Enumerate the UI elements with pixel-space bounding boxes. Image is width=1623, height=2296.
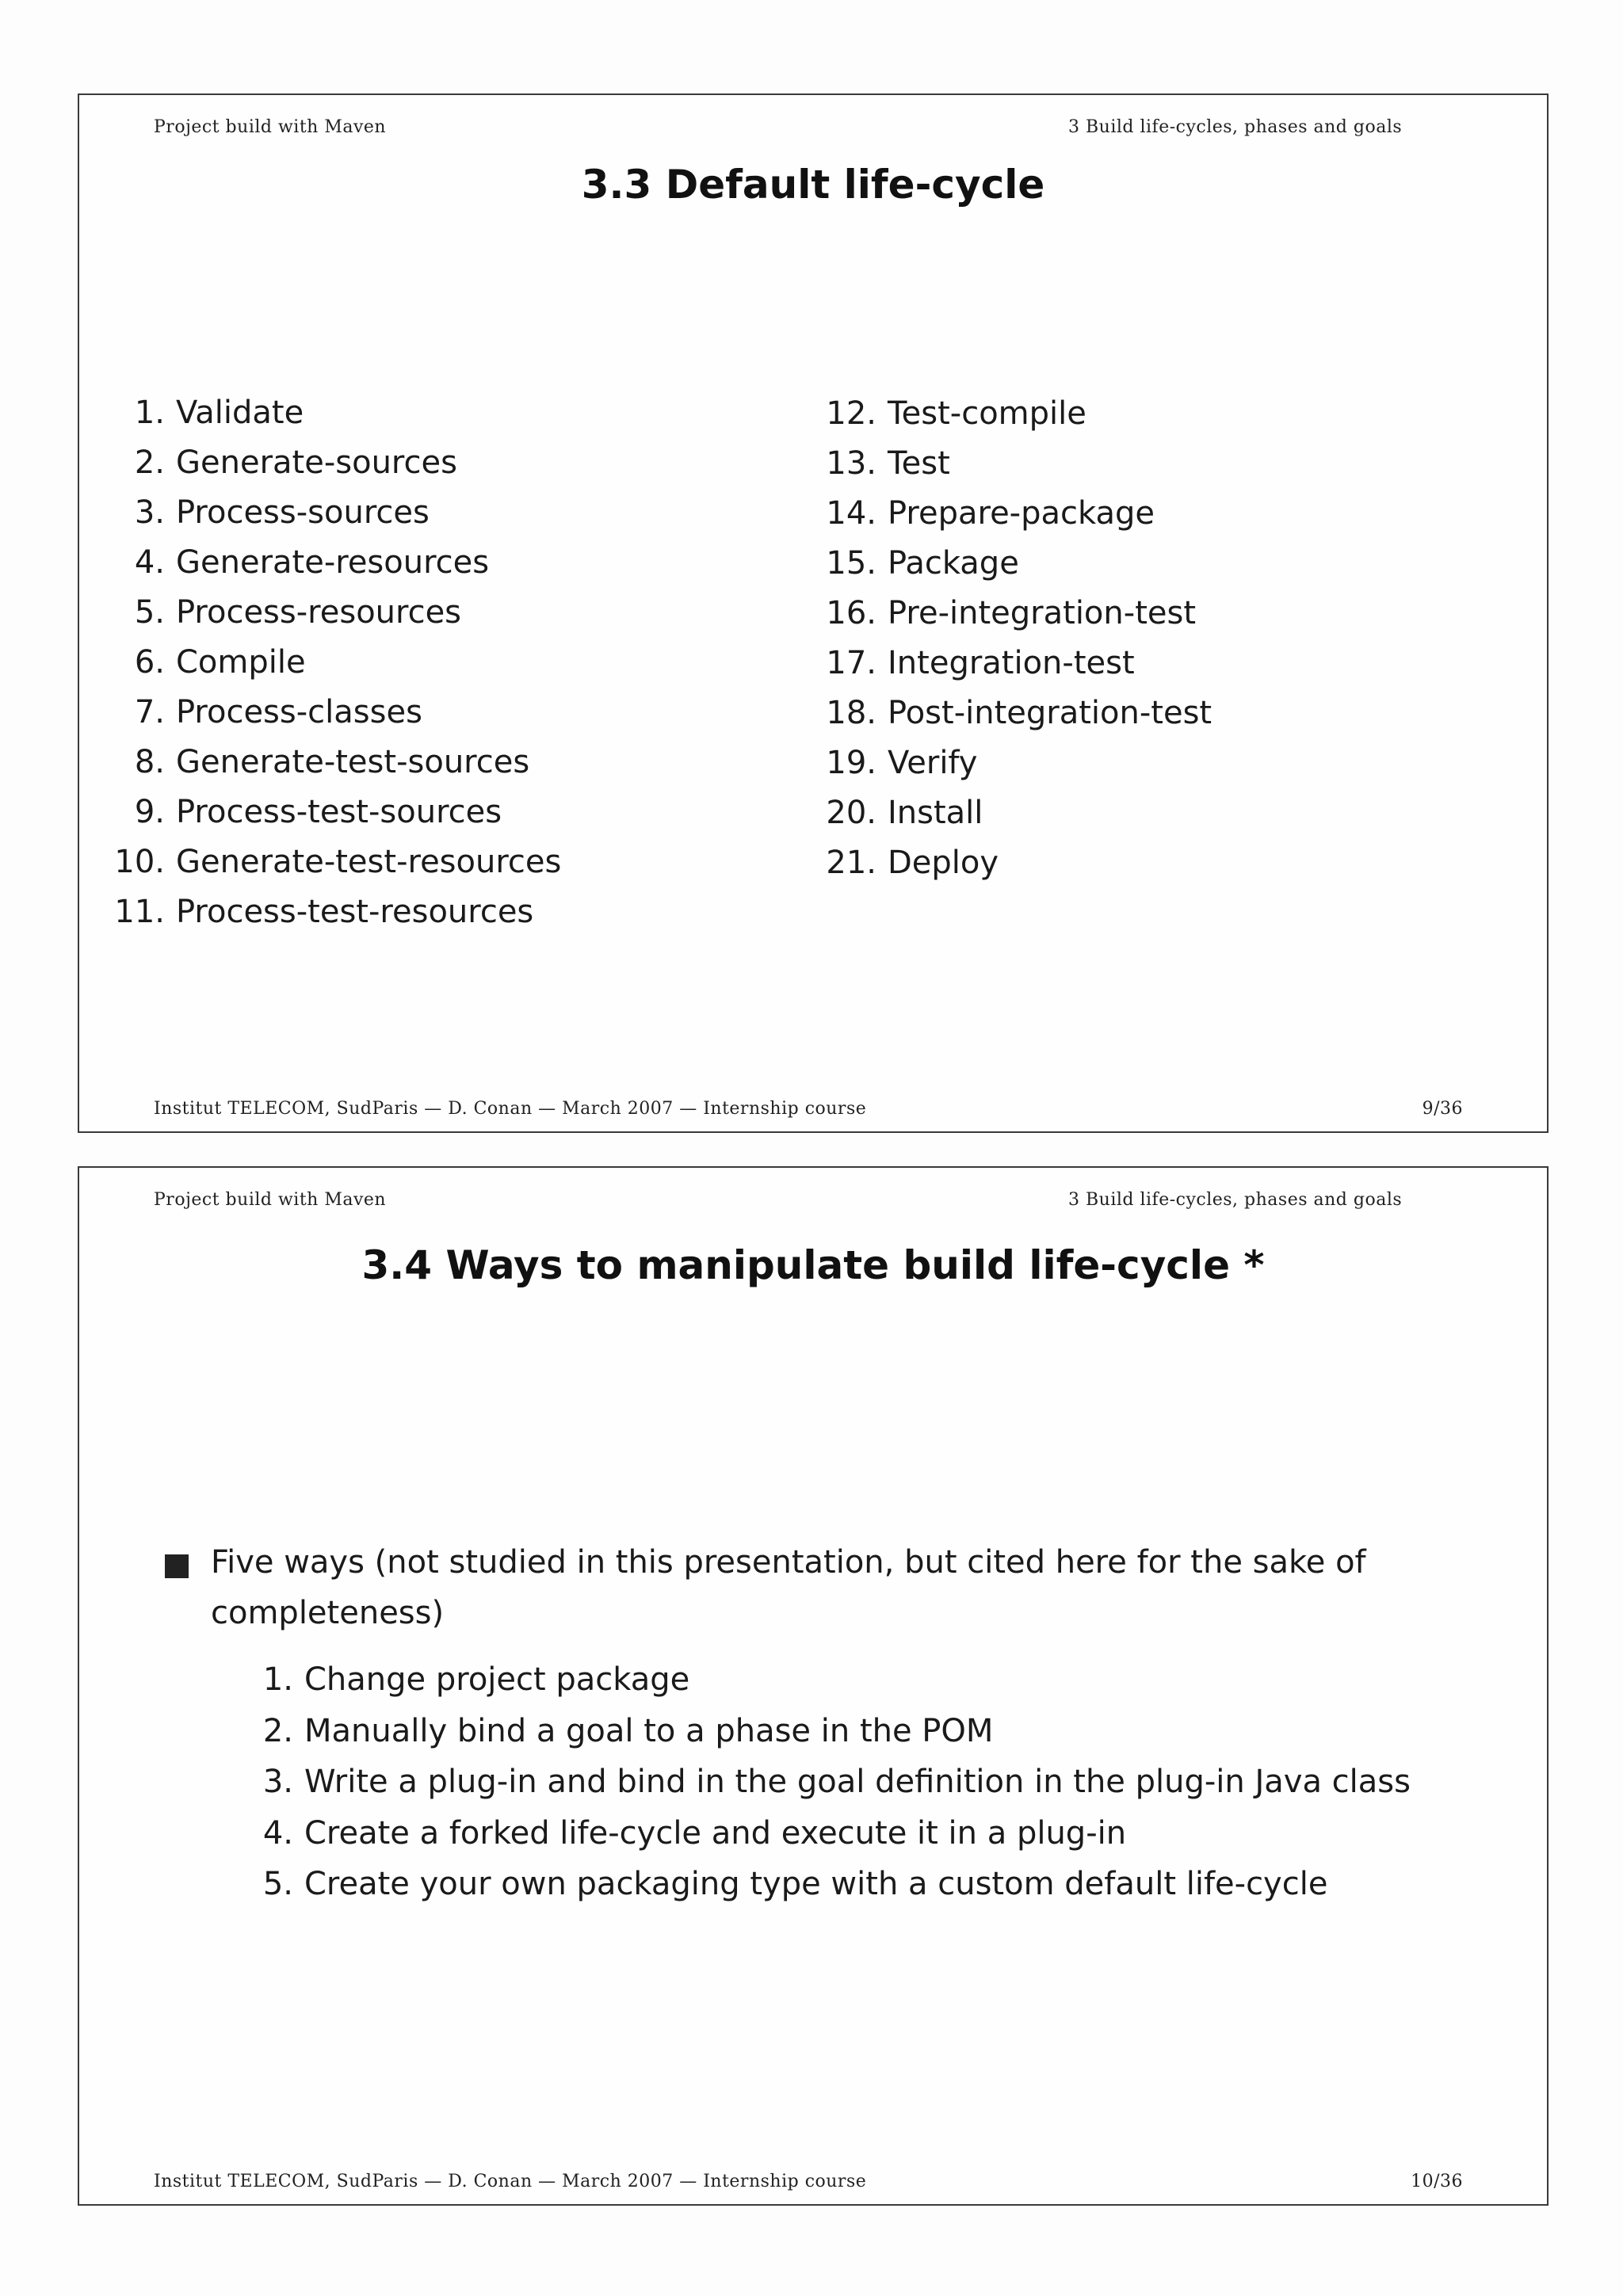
slide-page-number: 9/36: [1422, 1099, 1463, 1119]
list-item-text: Install: [888, 795, 983, 831]
square-bullet-icon: [165, 1554, 189, 1578]
list-item-number: 2.: [134, 444, 165, 481]
list-item-number: 17.: [826, 645, 876, 681]
slide-footer-left: Institut TELECOM, SudParis — D. Conan — March 2007 — Internship course: [154, 1099, 867, 1119]
slide-header-left: Project build with Maven: [154, 117, 387, 137]
list-item-number: 10.: [114, 844, 165, 880]
list-item-text: Create your own packaging type with a custom default life-cycle: [304, 1866, 1328, 1902]
list-item-text: Test: [888, 445, 950, 482]
list-item: [108, 388, 561, 438]
list-item: [108, 887, 561, 937]
list-item-text: Generate-sources: [176, 444, 457, 481]
list-item-number: 3.: [134, 494, 165, 531]
list-item-number: 5.: [134, 594, 165, 631]
list-item: [254, 1654, 1411, 1706]
list-item-text: Process-classes: [176, 694, 422, 730]
list-item-text: Generate-test-resources: [176, 844, 562, 880]
lifecycle-phase-list-right: [824, 388, 1212, 887]
list-item-number: 21.: [826, 845, 876, 881]
lifecycle-phase-list-left: [108, 388, 561, 937]
list-item: [824, 738, 1212, 788]
ways-list: [254, 1654, 1411, 1910]
list-item: [108, 488, 561, 538]
list-item-number: 11.: [114, 894, 165, 930]
list-item: [108, 788, 561, 837]
list-item-text: Post-integration-test: [888, 695, 1212, 731]
list-item: [824, 837, 1212, 887]
bullet-point: [165, 1537, 1472, 1638]
list-item-number: 4.: [262, 1814, 293, 1852]
slide-title: 3.3 Default life-cycle: [581, 162, 1045, 208]
list-item: [824, 588, 1212, 638]
slide-manipulate-lifecycle: [78, 1166, 1549, 2206]
list-item-number: 8.: [134, 744, 165, 780]
list-item-text: Pre-integration-test: [888, 595, 1197, 631]
list-item: [824, 788, 1212, 837]
list-item-text: Test-compile: [888, 395, 1086, 432]
list-item-text: Prepare-package: [888, 495, 1155, 532]
slide-title: 3.4 Ways to manipulate build life-cycle *: [361, 1242, 1265, 1288]
list-item-number: 3.: [262, 1764, 293, 1800]
list-item-number: 15.: [826, 545, 876, 582]
slide-footer-left: Institut TELECOM, SudParis — D. Conan — March 2007 — Internship course: [154, 2172, 867, 2191]
list-item-number: 18.: [826, 695, 876, 731]
slide-header-right: 3 Build life-cycles, phases and goals: [1068, 1190, 1403, 1210]
list-item-text: Process-sources: [176, 494, 430, 531]
list-item-number: 16.: [826, 595, 876, 631]
slide-header-right: 3 Build life-cycles, phases and goals: [1068, 117, 1403, 137]
list-item-text: Deploy: [888, 845, 999, 881]
list-item: [108, 638, 561, 688]
list-item: [824, 688, 1212, 738]
list-item: [824, 638, 1212, 688]
list-item: [254, 1706, 1411, 1757]
list-item-number: 5.: [262, 1866, 293, 1902]
list-item-number: 9.: [134, 794, 165, 830]
list-item: [108, 688, 561, 738]
list-item-text: Process-test-resources: [176, 894, 534, 930]
list-item-text: Process-resources: [176, 594, 462, 631]
list-item-number: 7.: [134, 694, 165, 730]
list-item-number: 1.: [262, 1661, 293, 1698]
list-item: [824, 488, 1212, 538]
list-item-number: 4.: [134, 544, 165, 581]
list-item-text: Write a plug-in and bind in the goal definition in the plug-in Java class: [304, 1764, 1411, 1800]
list-item-number: 14.: [826, 495, 876, 532]
slide-header-left: Project build with Maven: [154, 1190, 387, 1210]
list-item: [254, 1756, 1411, 1808]
list-item: [108, 438, 561, 488]
list-item-number: 1.: [134, 395, 165, 431]
list-item-number: 12.: [826, 395, 876, 432]
list-item-text: Compile: [176, 644, 306, 681]
list-item-number: 6.: [134, 644, 165, 681]
list-item-text: Integration-test: [888, 645, 1135, 681]
bullet-text: Five ways (not studied in this presentation, but cited here for the sake of completeness): [211, 1544, 1366, 1631]
list-item-text: Package: [888, 545, 1019, 582]
list-item-text: Create a forked life-cycle and execute it in a plug-in: [304, 1814, 1127, 1852]
list-item: [254, 1808, 1411, 1859]
list-item: [824, 438, 1212, 488]
list-item-text: Manually bind a goal to a phase in the POM: [304, 1712, 994, 1749]
list-item-number: 13.: [826, 445, 876, 482]
list-item-text: Generate-test-sources: [176, 744, 530, 780]
list-item: [108, 588, 561, 638]
list-item: [824, 538, 1212, 588]
list-item: [108, 538, 561, 588]
list-item-text: Verify: [888, 745, 978, 781]
list-item: [254, 1859, 1411, 1910]
list-item: [108, 837, 561, 887]
list-item-number: 19.: [826, 745, 876, 781]
list-item: [108, 738, 561, 788]
list-item-number: 2.: [262, 1712, 293, 1749]
slide-page-number: 10/36: [1411, 2172, 1463, 2191]
list-item-text: Validate: [176, 395, 304, 431]
list-item-text: Generate-resources: [176, 544, 490, 581]
list-item: [824, 388, 1212, 438]
slide-default-lifecycle: [78, 93, 1549, 1133]
list-item-text: Process-test-sources: [176, 794, 502, 830]
list-item-number: 20.: [826, 795, 876, 831]
list-item-text: Change project package: [304, 1661, 690, 1698]
